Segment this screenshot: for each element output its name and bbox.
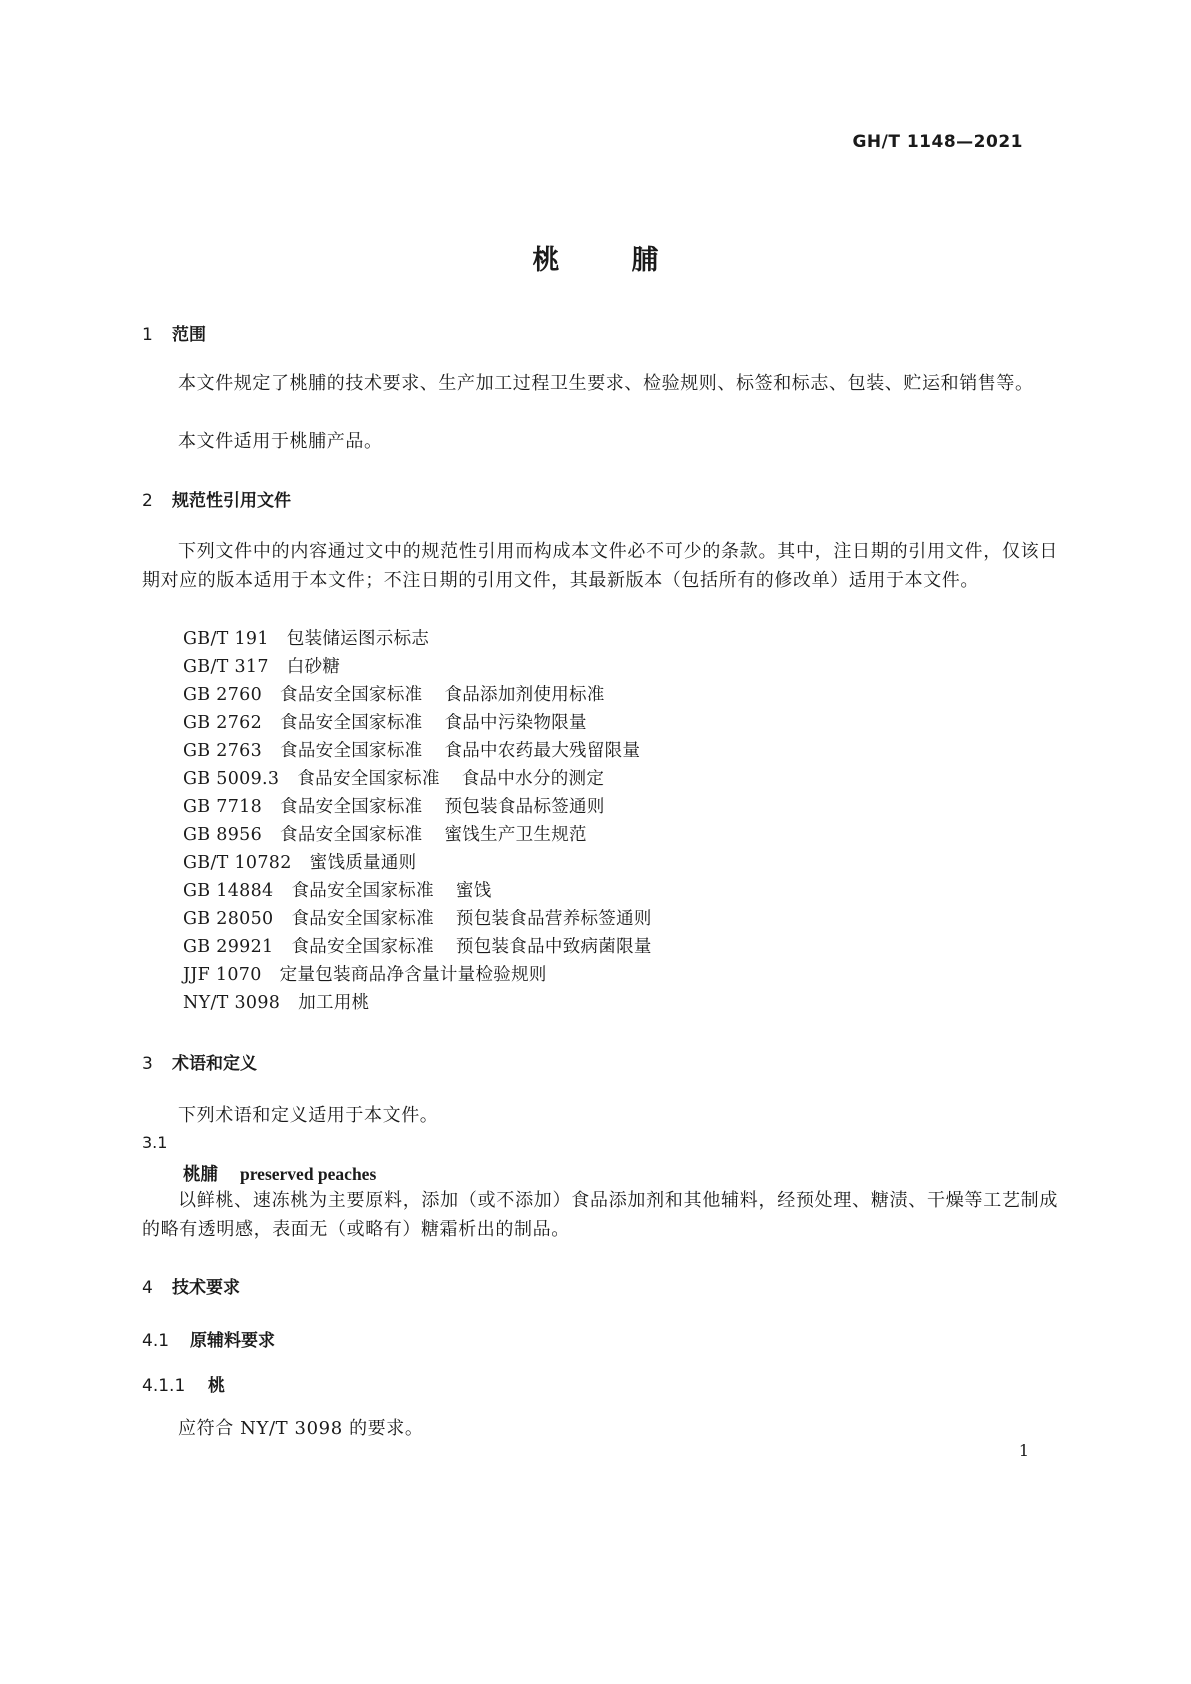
ref-title: 食品安全国家标准 <box>280 741 423 761</box>
reference-item <box>183 709 587 738</box>
ref-code: GB 2760 <box>183 685 263 705</box>
reference-item <box>183 989 369 1018</box>
ref-code: GB 7718 <box>183 797 263 817</box>
page-title <box>0 238 1191 277</box>
title-char-2: 脯 <box>631 245 659 276</box>
reference-item <box>183 961 547 990</box>
section-number: 3 <box>142 1054 153 1074</box>
ref-code: JJF 1070 <box>183 965 262 985</box>
section-number: 2 <box>142 491 153 511</box>
ref-subtitle: 蜜饯 <box>455 881 492 901</box>
section-2-heading <box>142 486 291 511</box>
page-number: 1 <box>1018 1441 1029 1460</box>
section-number: 4 <box>142 1278 153 1298</box>
ref-code: GB/T 317 <box>183 657 269 677</box>
term-english: preserved peaches <box>240 1164 377 1184</box>
ref-code: GB 2762 <box>183 713 263 733</box>
ref-subtitle: 预包装食品标签通则 <box>444 797 605 817</box>
ref-subtitle: 蜜饯生产卫生规范 <box>444 825 587 845</box>
ref-title: 食品安全国家标准 <box>280 797 423 817</box>
reference-item <box>183 625 429 654</box>
ref-title: 加工用桃 <box>298 993 370 1013</box>
ref-title: 食品安全国家标准 <box>291 881 434 901</box>
ref-code: GB/T 10782 <box>183 853 292 873</box>
section-number: 1 <box>142 325 153 345</box>
reference-item <box>183 877 492 906</box>
ref-title: 蜜饯质量通则 <box>309 853 417 873</box>
ref-subtitle: 食品中污染物限量 <box>444 713 587 733</box>
peach-requirement-paragraph: 应符合 NY/T 3098 的要求。 <box>178 1418 424 1439</box>
section-title: 原辅料要求 <box>190 1331 275 1351</box>
scope-paragraph-1: 本文件规定了桃脯的技术要求、生产加工过程卫生要求、检验规则、标签和标志、包装、贮运和销售等。 <box>178 373 1034 394</box>
section-title: 范围 <box>172 325 206 345</box>
section-4-1-heading <box>142 1326 275 1351</box>
section-1-heading <box>142 320 206 345</box>
reference-item <box>183 681 605 710</box>
ref-subtitle: 预包装食品营养标签通则 <box>455 909 652 929</box>
ref-subtitle: 食品中农药最大残留限量 <box>444 741 641 761</box>
section-title: 技术要求 <box>172 1278 240 1298</box>
section-number: 4.1 <box>142 1331 170 1351</box>
ref-title: 食品安全国家标准 <box>280 713 423 733</box>
ref-title: 包装储运图示标志 <box>286 629 430 649</box>
ref-subtitle: 食品添加剂使用标准 <box>444 685 605 705</box>
ref-code: GB 29921 <box>183 937 274 957</box>
ref-title: 定量包装商品净含量计量检验规则 <box>279 965 547 985</box>
reference-item <box>183 849 416 878</box>
term-number: 3.1 <box>142 1133 168 1152</box>
title-char-1: 桃 <box>532 245 560 276</box>
ref-code: GB/T 191 <box>183 629 269 649</box>
section-3-heading <box>142 1049 257 1074</box>
section-title: 桃 <box>208 1376 225 1396</box>
ref-code: GB 14884 <box>183 881 274 901</box>
scope-paragraph-2: 本文件适用于桃脯产品。 <box>178 431 383 452</box>
terms-intro-paragraph: 下列术语和定义适用于本文件。 <box>178 1105 439 1126</box>
ref-title: 食品安全国家标准 <box>280 685 423 705</box>
section-title: 术语和定义 <box>172 1054 257 1074</box>
term-chinese: 桃脯 <box>183 1165 218 1185</box>
ref-code: GB 5009.3 <box>183 769 280 789</box>
reference-item <box>183 653 340 682</box>
ref-title: 白砂糖 <box>286 657 341 677</box>
term-definition: 以鲜桃、速冻桃为主要原料，添加（或不添加）食品添加剂和其他辅料，经预处理、糖渍、干燥等工艺制成的略有透明感，表面无（或略有）糖霜析出的制品。 <box>142 1190 1058 1240</box>
references-intro-paragraph: 下列文件中的内容通过文中的规范性引用而构成本文件必不可少的条款。其中，注日期的引用文件，仅该日期对应的版本适用于本文件；不注日期的引用文件，其最新版本（包括所有的修改单）适用于本文件。 <box>142 541 1058 591</box>
ref-subtitle: 预包装食品中致病菌限量 <box>455 937 652 957</box>
ref-subtitle: 食品中水分的测定 <box>461 769 605 789</box>
ref-code: GB 28050 <box>183 909 274 929</box>
ref-code: GB 8956 <box>183 825 263 845</box>
reference-item <box>183 821 587 850</box>
ref-code: NY/T 3098 <box>183 993 281 1013</box>
document-code: GH/T 1148—2021 <box>852 132 1023 152</box>
section-4-1-1-heading <box>142 1371 225 1396</box>
reference-item <box>183 905 652 934</box>
reference-item <box>183 793 605 822</box>
term-heading <box>183 1161 376 1186</box>
section-4-heading <box>142 1273 240 1298</box>
reference-item <box>183 737 640 766</box>
section-number: 4.1.1 <box>142 1376 186 1396</box>
reference-item <box>183 933 652 962</box>
ref-title: 食品安全国家标准 <box>291 937 434 957</box>
reference-item <box>183 765 604 794</box>
ref-title: 食品安全国家标准 <box>291 909 434 929</box>
ref-title: 食品安全国家标准 <box>280 825 423 845</box>
ref-title: 食品安全国家标准 <box>297 769 440 789</box>
section-title: 规范性引用文件 <box>172 491 291 511</box>
ref-code: GB 2763 <box>183 741 263 761</box>
